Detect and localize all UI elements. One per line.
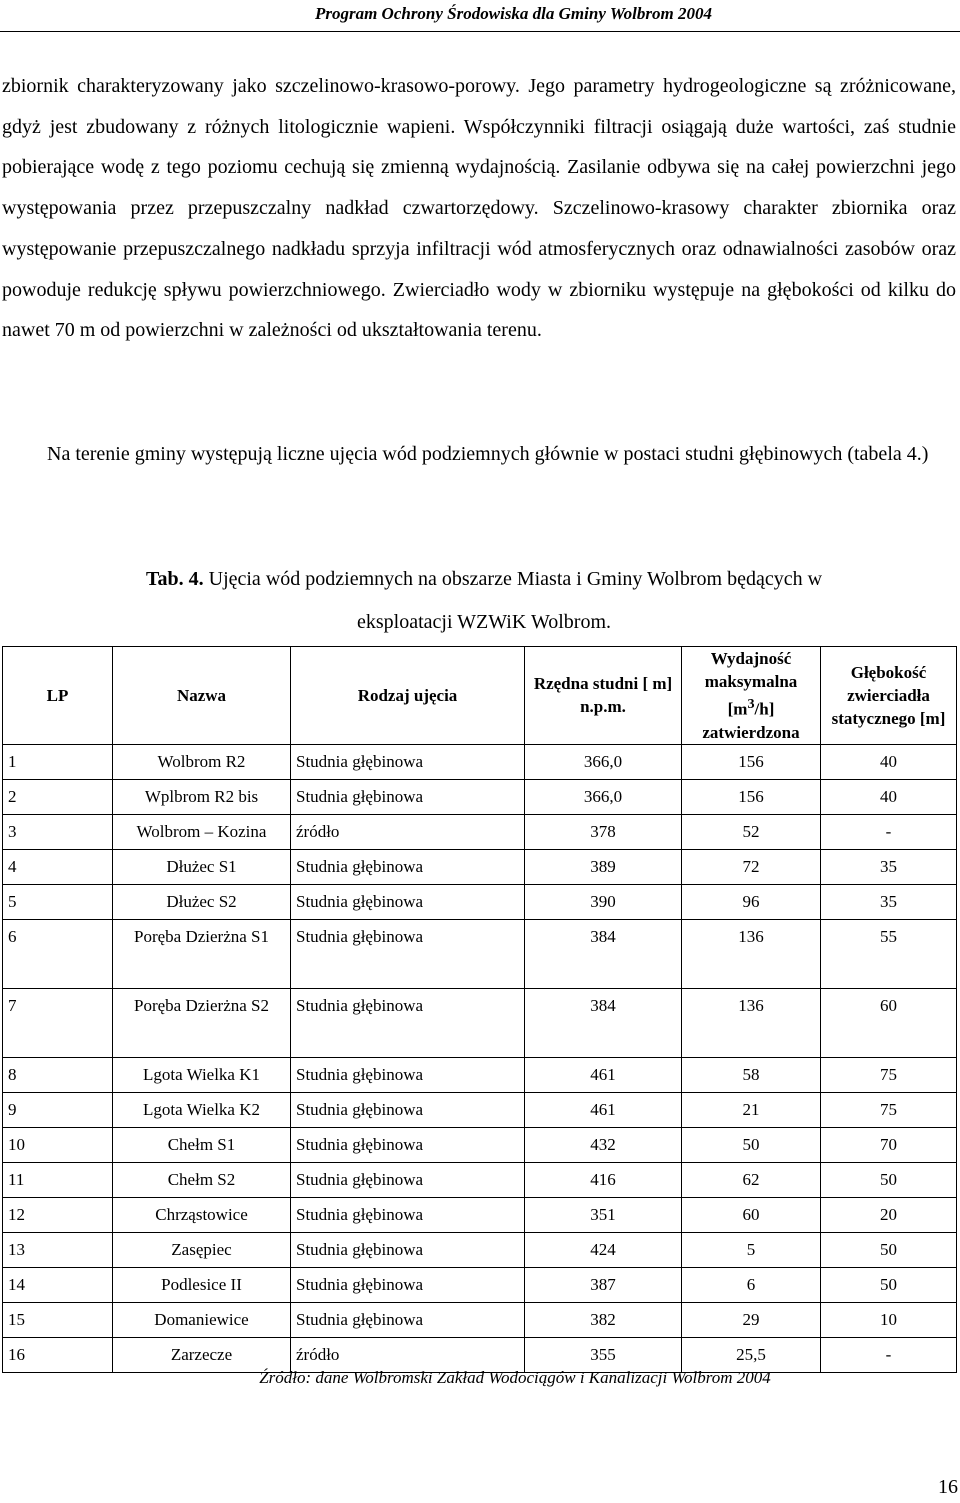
cell-rzedna: 387 — [525, 1267, 682, 1302]
cell-glebokosc: 55 — [821, 919, 957, 988]
cell-rzedna: 378 — [525, 814, 682, 849]
cell-rodzaj: Studnia głębinowa — [291, 1162, 525, 1197]
cell-lp: 3 — [3, 814, 113, 849]
cell-rzedna: 461 — [525, 1057, 682, 1092]
cell-rzedna: 351 — [525, 1197, 682, 1232]
table-row — [3, 919, 957, 988]
header-rule — [0, 31, 960, 32]
cell-glebokosc: 50 — [821, 1232, 957, 1267]
cell-glebokosc: 20 — [821, 1197, 957, 1232]
cell-rodzaj: Studnia głębinowa — [291, 779, 525, 814]
cell-wydajnosc: 96 — [682, 884, 821, 919]
cell-wydajnosc: 156 — [682, 744, 821, 779]
cell-wydajnosc: 156 — [682, 779, 821, 814]
table-row — [3, 1162, 957, 1197]
cell-wydajnosc: 136 — [682, 919, 821, 988]
header-lp: LP — [3, 647, 113, 745]
header-rodzaj: Rodzaj ujęcia — [291, 647, 525, 745]
cell-lp: 9 — [3, 1092, 113, 1127]
cell-nazwa: Lgota Wielka K1 — [113, 1057, 291, 1092]
cell-wydajnosc: 62 — [682, 1162, 821, 1197]
cell-wydajnosc: 29 — [682, 1302, 821, 1337]
cell-lp: 4 — [3, 849, 113, 884]
cell-lp: 5 — [3, 884, 113, 919]
header-wydajnosc-a: Wydajność maksymalna [m — [704, 649, 798, 719]
cell-lp: 12 — [3, 1197, 113, 1232]
table-body — [3, 744, 957, 1372]
cell-wydajnosc: 52 — [682, 814, 821, 849]
table-row — [3, 1232, 957, 1267]
table-header-row — [3, 647, 957, 745]
cell-rzedna: 384 — [525, 988, 682, 1057]
cell-wydajnosc: 58 — [682, 1057, 821, 1092]
cell-nazwa: Dłużec S1 — [113, 849, 291, 884]
cell-nazwa: Poręba Dzierżna S2 — [113, 988, 291, 1057]
cell-rodzaj: Studnia głębinowa — [291, 919, 525, 988]
table-row — [3, 1057, 957, 1092]
table-row — [3, 1302, 957, 1337]
cell-lp: 15 — [3, 1302, 113, 1337]
cell-nazwa: Lgota Wielka K2 — [113, 1092, 291, 1127]
cell-nazwa: Wolbrom R2 — [113, 744, 291, 779]
table-row — [3, 988, 957, 1057]
paragraph-aquifer: zbiornik charakteryzowany jako szczelinowo-krasowo-porowy. Jego parametry hydrogeologiczne są zróżnicowane, gdyż jest zbudowany z różnych litologicznie wapieni. Współczynniki filtracji osiągają duże wartości, zaś studnie pobierające wodę z tego poziomu cechują się zmienną wydajnością. Zasilanie odbywa się na całej powierzchni jego występowania przez przepuszczalny nadkład czwartorzędowy. Szczelinowo-krasowy charakter zbiornika oraz występowanie przepuszczalnego nadkładu sprzyja infiltracji wód atmosferycznych oraz odnawialności zasobów oraz powoduje redukcję spływu powierzchniowego. Zwierciadło wody w zbiorniku występuje na głębokości od kilku do nawet 70 m od powierzchni w zależności od ukształtowania terenu. — [2, 75, 956, 342]
header-nazwa: Nazwa — [113, 647, 291, 745]
header-wydajnosc — [682, 647, 821, 745]
cell-glebokosc: 40 — [821, 744, 957, 779]
cell-wydajnosc: 21 — [682, 1092, 821, 1127]
cell-glebokosc: 60 — [821, 988, 957, 1057]
header-wydajnosc-sup: 3 — [747, 696, 755, 712]
running-header: Program Ochrony Środowiska dla Gminy Wolbrom 2004 — [314, 4, 712, 23]
cell-rodzaj: Studnia głębinowa — [291, 988, 525, 1057]
cell-wydajnosc: 6 — [682, 1267, 821, 1302]
table-row — [3, 1337, 957, 1372]
table-caption-label: Tab. 4. — [145, 568, 204, 590]
header-wydajnosc-b: /h] zatwierdzona — [702, 699, 800, 742]
cell-rodzaj: Studnia głębinowa — [291, 1302, 525, 1337]
cell-glebokosc: 70 — [821, 1127, 957, 1162]
cell-nazwa: Chełm S1 — [113, 1127, 291, 1162]
table-source: Źródło: dane Wolbromski Zakład Wodociągów i Kanalizacji Wolbrom 2004 — [259, 1368, 771, 1387]
cell-lp: 7 — [3, 988, 113, 1057]
cell-lp: 6 — [3, 919, 113, 988]
cell-lp: 11 — [3, 1162, 113, 1197]
header-glebokosc: Głębokość zwierciadła statycznego [m] — [821, 647, 957, 745]
cell-rodzaj: Studnia głębinowa — [291, 1232, 525, 1267]
cell-nazwa: Chrząstowice — [113, 1197, 291, 1232]
cell-glebokosc: - — [821, 1337, 957, 1372]
cell-nazwa: Podlesice II — [113, 1267, 291, 1302]
paragraph-intakes: Na terenie gminy występują liczne ujęcia wód podziemnych głównie w postaci studni głębinowych (tabela 4.) — [47, 443, 929, 465]
table-row — [3, 1197, 957, 1232]
table-row — [3, 744, 957, 779]
cell-rzedna: 461 — [525, 1092, 682, 1127]
cell-lp: 1 — [3, 744, 113, 779]
cell-rzedna: 382 — [525, 1302, 682, 1337]
table-row — [3, 1267, 957, 1302]
cell-rzedna: 432 — [525, 1127, 682, 1162]
water-intakes-table — [2, 646, 957, 1373]
cell-rzedna: 384 — [525, 919, 682, 988]
cell-nazwa: Poręba Dzierżna S1 — [113, 919, 291, 988]
cell-lp: 14 — [3, 1267, 113, 1302]
cell-rzedna: 366,0 — [525, 779, 682, 814]
table-row — [3, 779, 957, 814]
cell-rodzaj: Studnia głębinowa — [291, 849, 525, 884]
page-number: 16 — [938, 1476, 958, 1498]
table-row — [3, 814, 957, 849]
cell-nazwa: Zasępiec — [113, 1232, 291, 1267]
cell-nazwa: Domaniewice — [113, 1302, 291, 1337]
cell-nazwa: Chełm S2 — [113, 1162, 291, 1197]
cell-glebokosc: 50 — [821, 1267, 957, 1302]
cell-rzedna: 424 — [525, 1232, 682, 1267]
table-row — [3, 1092, 957, 1127]
cell-glebokosc: 75 — [821, 1057, 957, 1092]
cell-nazwa: Wplbrom R2 bis — [113, 779, 291, 814]
cell-glebokosc: 50 — [821, 1162, 957, 1197]
cell-glebokosc: 10 — [821, 1302, 957, 1337]
cell-nazwa: Wolbrom – Kozina — [113, 814, 291, 849]
cell-lp: 16 — [3, 1337, 113, 1372]
header-rzedna: Rzędna studni [ m] n.p.m. — [525, 647, 682, 745]
cell-rodzaj: Studnia głębinowa — [291, 1267, 525, 1302]
cell-rodzaj: Studnia głębinowa — [291, 1127, 525, 1162]
cell-lp: 10 — [3, 1127, 113, 1162]
cell-glebokosc: 35 — [821, 884, 957, 919]
table-caption-text: Ujęcia wód podziemnych na obszarze Miasta i Gminy Wolbrom będących w eksploatacji WZWiK Wolbrom. — [208, 568, 823, 633]
cell-nazwa: Zarzecze — [113, 1337, 291, 1372]
cell-wydajnosc: 72 — [682, 849, 821, 884]
cell-glebokosc: 40 — [821, 779, 957, 814]
cell-wydajnosc: 5 — [682, 1232, 821, 1267]
table-row — [3, 884, 957, 919]
cell-rzedna: 366,0 — [525, 744, 682, 779]
cell-lp: 2 — [3, 779, 113, 814]
table-caption — [104, 558, 864, 644]
cell-lp: 13 — [3, 1232, 113, 1267]
cell-lp: 8 — [3, 1057, 113, 1092]
cell-rodzaj: Studnia głębinowa — [291, 1057, 525, 1092]
cell-rodzaj: źródło — [291, 1337, 525, 1372]
cell-rzedna: 355 — [525, 1337, 682, 1372]
cell-rodzaj: źródło — [291, 814, 525, 849]
cell-rzedna: 416 — [525, 1162, 682, 1197]
table-row — [3, 849, 957, 884]
cell-wydajnosc: 50 — [682, 1127, 821, 1162]
cell-wydajnosc: 60 — [682, 1197, 821, 1232]
cell-wydajnosc: 25,5 — [682, 1337, 821, 1372]
cell-rodzaj: Studnia głębinowa — [291, 884, 525, 919]
cell-rodzaj: Studnia głębinowa — [291, 1092, 525, 1127]
cell-rzedna: 390 — [525, 884, 682, 919]
cell-rzedna: 389 — [525, 849, 682, 884]
cell-rodzaj: Studnia głębinowa — [291, 1197, 525, 1232]
cell-nazwa: Dłużec S2 — [113, 884, 291, 919]
cell-glebokosc: 75 — [821, 1092, 957, 1127]
cell-glebokosc: - — [821, 814, 957, 849]
table-row — [3, 1127, 957, 1162]
cell-wydajnosc: 136 — [682, 988, 821, 1057]
cell-rodzaj: Studnia głębinowa — [291, 744, 525, 779]
cell-glebokosc: 35 — [821, 849, 957, 884]
